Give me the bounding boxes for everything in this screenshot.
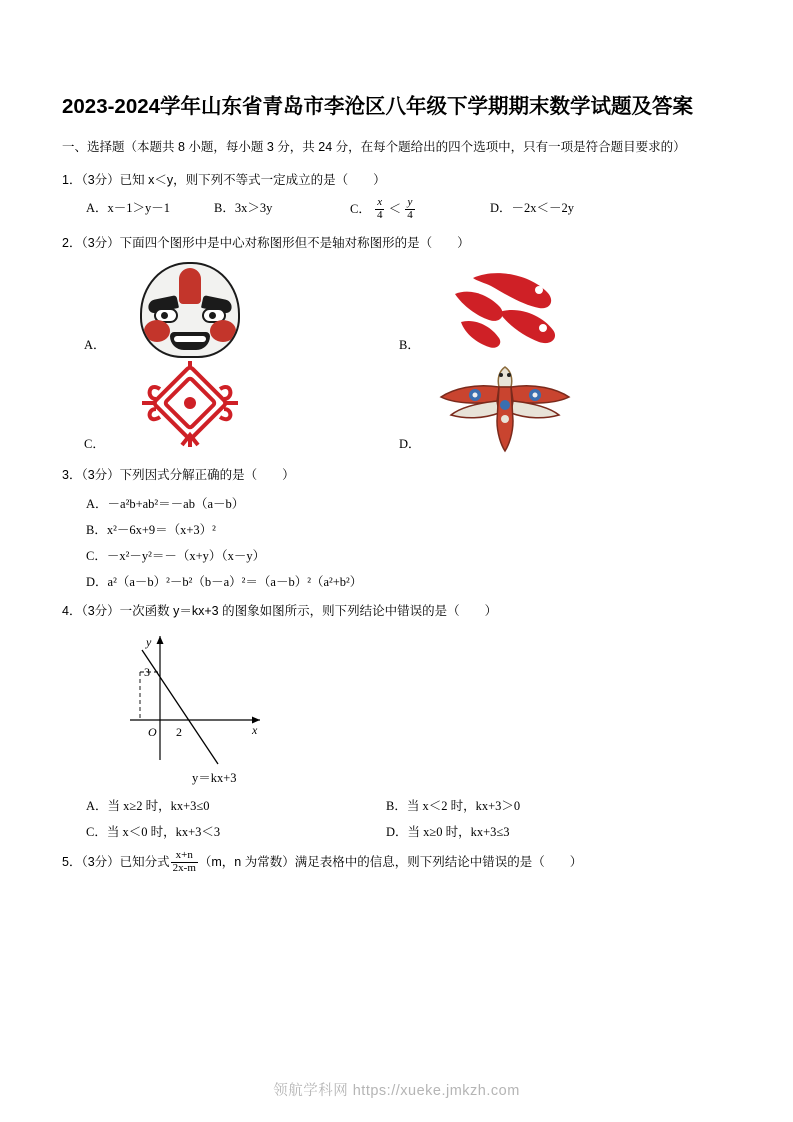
- question-4: [62, 601, 731, 622]
- bird-kite-icon: [425, 359, 585, 454]
- page-title: 2023-2024学年山东省青岛市李沧区八年级下学期期末数学试题及答案: [62, 95, 694, 118]
- question-1: [62, 170, 731, 191]
- section-heading: 一、选择题（本题共 8 小题，每小题 3 分，共 24 分，在每个题给出的四个选项中，只有一项是符合题目要求的）: [62, 140, 686, 154]
- question-5-number: 5: [62, 855, 69, 870]
- question-3-options: [86, 494, 731, 590]
- question-5-stem-suffix: （m，n 为常数）满足表格中的信息，则下列结论中错误的是（ ）: [198, 855, 583, 870]
- figure-option-a: [84, 260, 399, 355]
- fraction-den: 2x-m: [172, 861, 196, 874]
- svg-text:y: y: [146, 635, 152, 650]
- option-a: A．当 x≥2 时，kx+3≤0: [86, 799, 210, 814]
- figure-option-b: [399, 260, 714, 355]
- question-2-number: 2: [62, 236, 69, 251]
- figure-a-label: A．: [84, 338, 106, 353]
- figure-b-label: B．: [399, 338, 420, 353]
- question-2-stem: ．（3分）下面四个图形中是中心对称图形但不是轴对称图形的是（ ）: [68, 236, 470, 251]
- svg-text:3: 3: [144, 665, 150, 680]
- peking-opera-mask-icon: [110, 260, 270, 355]
- option-d: D．当 x≥0 时，kx+3≤3: [386, 825, 510, 840]
- question-2-figures: [84, 260, 714, 454]
- option-b: B．3x＞3y: [214, 201, 273, 215]
- option-c-label: C．: [350, 201, 371, 216]
- question-3-number: 3: [62, 468, 69, 483]
- option-d: D．－2x＜－2y: [490, 201, 575, 215]
- fraction-x-plus-n-over-2x-minus-m: [171, 850, 198, 874]
- question-4-number: 4: [62, 604, 69, 619]
- question-1-stem: ．（3分）已知 x＜y，则下列不等式一定成立的是（ ）: [68, 173, 386, 187]
- option-b: B．x²－6x+9＝（x+3）²: [86, 523, 216, 538]
- fraction-num: y: [407, 196, 413, 208]
- svg-text:O: O: [148, 725, 157, 740]
- option-c: C．－x²－y²＝－（x+y）（x－y）: [86, 549, 266, 564]
- fraction-num: x: [377, 196, 383, 208]
- option-c: C．当 x＜0 时，kx+3＜3: [86, 825, 221, 840]
- figure-option-c: [84, 359, 399, 454]
- footer-watermark: 领航学科网 https://xueke.jmkzh.com: [273, 1083, 520, 1099]
- fraction-x-over-4: [375, 197, 385, 221]
- option-a: A．－a²b+ab²＝－ab（a－b）: [86, 497, 245, 512]
- option-d: D．a²（a－b）²－b²（b－a）²＝（a－b）²（a²+b²）: [86, 575, 363, 590]
- svg-text:2: 2: [176, 725, 182, 740]
- option-c: [350, 198, 490, 222]
- svg-text:x: x: [252, 723, 258, 738]
- question-2: [62, 233, 731, 254]
- chinese-knot-icon: [110, 359, 270, 454]
- papercut-fish-icon: [425, 260, 585, 355]
- option-b: B．当 x＜2 时，kx+3＞0: [386, 799, 521, 814]
- question-4-graph: [110, 628, 320, 788]
- fraction-den: 4: [376, 208, 383, 221]
- fraction-den: 4: [407, 208, 413, 221]
- question-5-stem-prefix: ．（3分）已知分式: [68, 855, 170, 870]
- question-1-number: 1: [62, 173, 69, 187]
- figure-c-label: C．: [84, 437, 105, 452]
- option-a: A．x－1＞y－1: [86, 201, 171, 215]
- figure-option-d: [399, 359, 714, 454]
- question-4-options: [86, 796, 731, 840]
- question-5: [62, 851, 731, 875]
- fraction-y-over-4: [405, 197, 415, 221]
- graph-line-label: y＝kx+3: [192, 771, 237, 786]
- question-4-stem: ．（3分）一次函数 y＝kx+3 的图象如图所示，则下列结论中错误的是（ ）: [68, 604, 498, 619]
- question-3: [62, 465, 731, 486]
- question-3-stem: ．（3分）下列因式分解正确的是（ ）: [68, 468, 295, 483]
- fraction-num: x+n: [175, 849, 193, 862]
- question-1-options: [86, 198, 731, 222]
- figure-d-label: D．: [399, 437, 421, 452]
- relation-sign: ＜: [388, 201, 402, 216]
